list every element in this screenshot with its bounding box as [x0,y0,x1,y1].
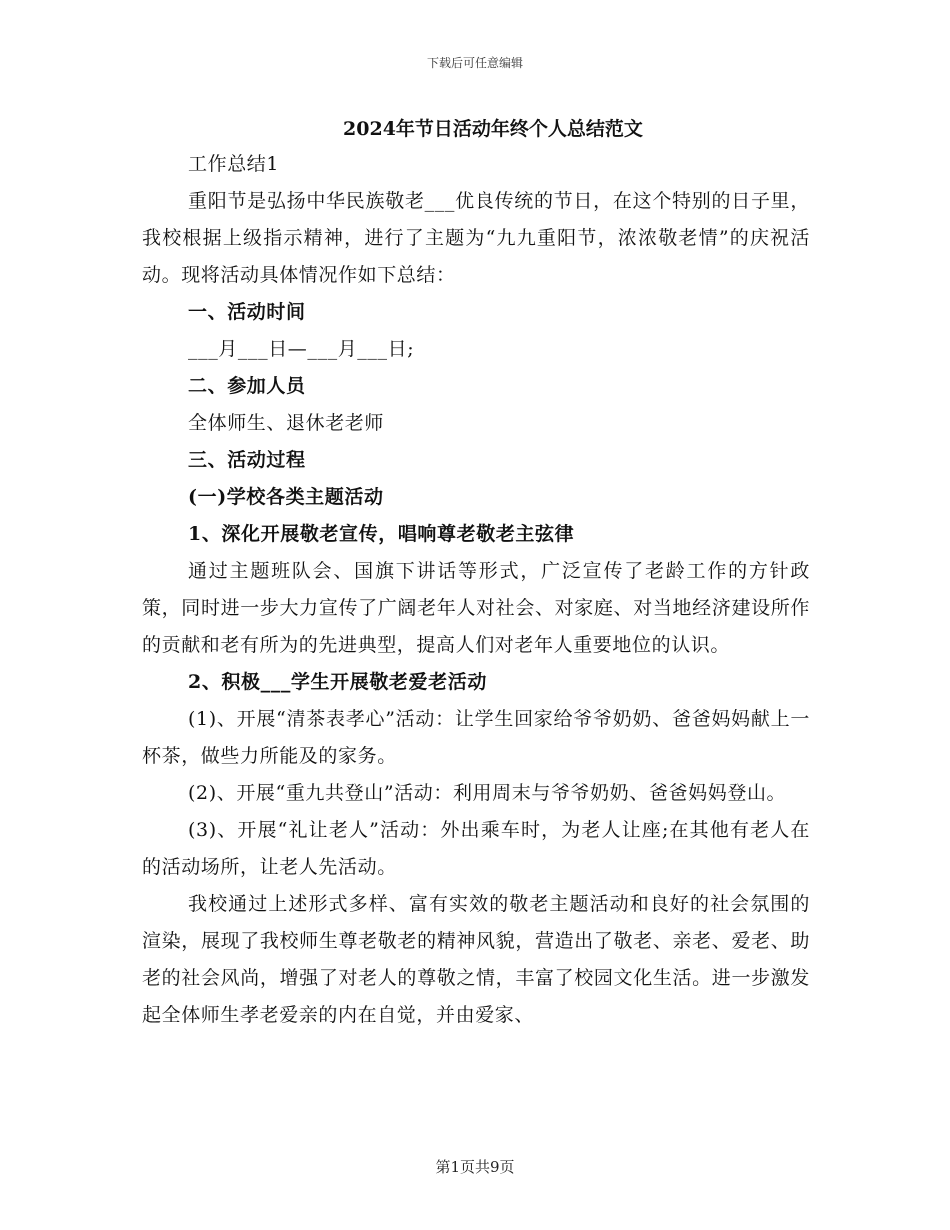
subsection-heading: 2、积极___学生开展敬老爱老活动 [188,671,487,693]
section-heading: 二、参加人员 [188,375,306,397]
section-heading: 一、活动时间 [188,301,306,323]
paragraph: 全体师生、退休老老师 [188,412,385,434]
page-header-note: 下载后可任意编辑 [426,56,523,70]
paragraph: 通过主题班队会、国旗下讲话等形式，广泛宣传了老龄工作的方针政策，同时进一步大力宣传了广阔老年人对社会、对家庭、对当地经济建设所作的贡献和老有所为的先进典型，提高人们对老年人重要地位的认识。 [142,560,810,656]
subsection-heading: (一)学校各类主题活动 [188,486,384,508]
paragraph: 工作总结1 [188,153,280,175]
subsection-heading: 1、深化开展敬老宣传，唱响尊老敬老主弦律 [188,523,575,545]
paragraph: (1)、开展“清茶表孝心”活动：让学生回家给爷爷奶奶、爸爸妈妈献上一杯茶，做些力所能及的家务。 [142,708,810,767]
paragraph: 我校通过上述形式多样、富有实效的敬老主题活动和良好的社会氛围的渲染，展现了我校师生尊老敬老的精神风貌，营造出了敬老、亲老、爱老、助老的社会风尚，增强了对老人的尊敬之情，丰富了校园文化生活。进一步激发起全体师生孝老爱亲的内在自觉，并由爱家、 [142,893,810,1026]
document-body [142,112,810,1034]
paragraph: ___月___日—___月___日; [188,338,415,360]
paragraph: (2)、开展“重九共登山”活动：利用周末与爷爷奶奶、爸爸妈妈登山。 [188,782,787,804]
paragraph: 重阳节是弘扬中华民族敬老___优良传统的节日，在这个特别的日子里，我校根据上级指示精神，进行了主题为“九九重阳节，浓浓敬老情”的庆祝活动。现将活动具体情况作如下总结： [142,190,810,286]
document-title: 2024年节日活动年终个人总结范文 [343,118,643,140]
paragraph: (3)、开展“礼让老人”活动：外出乘车时，为老人让座;在其他有老人在的活动场所，让老人先活动。 [142,819,810,878]
section-heading: 三、活动过程 [188,449,306,471]
page-footer-number: 第1页共9页 [435,1158,515,1176]
